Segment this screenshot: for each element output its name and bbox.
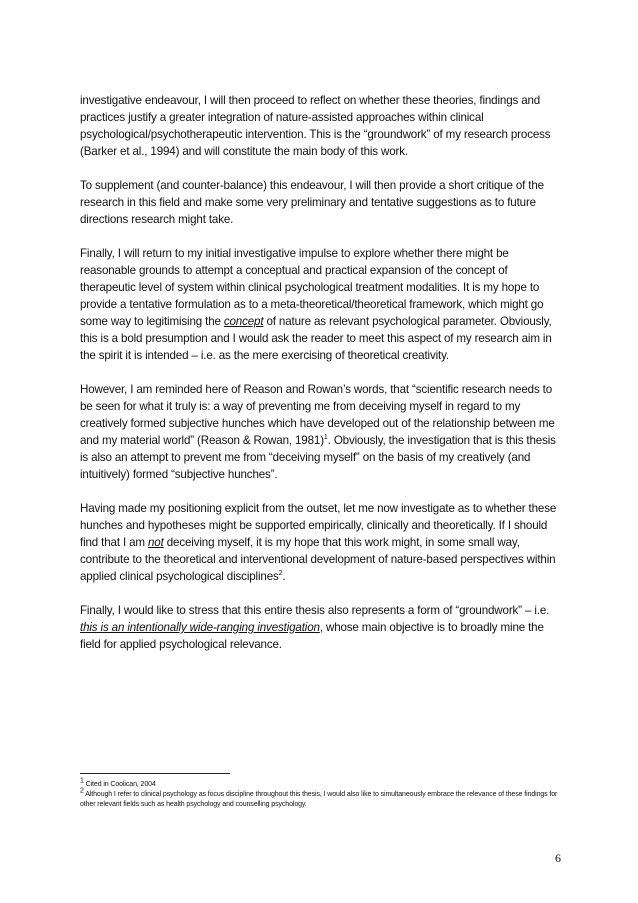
footnote-1: [80, 777, 562, 790]
emphasis-wide-ranging: this is an intentionally wide-ranging investigation: [80, 621, 320, 634]
footnote-2: [80, 787, 562, 810]
paragraph-text: Having made my positioning explicit from the outset, let me now investigate as to whether these hunches and hypotheses might be supported empirically, clinically and theoretically. If I should find that I am: [80, 502, 557, 549]
paragraph-text: .: [282, 570, 286, 583]
paragraph-text: . Obviously, the investigation that is this thesis is also an attempt to prevent me from “deceiving myself” on the basis of my creatively (and intuitively) formed “subjective hunches”.: [80, 434, 556, 481]
paragraph-text: To supplement (and counter-balance) this endeavour, I will then provide a short critique of the research in this field and make some very preliminary and tentative suggestions as to future directions research might take.: [80, 179, 544, 226]
paragraph-text: Finally, I will return to my initial investigative impulse to explore whether there might be reasonable grounds to attempt a conceptual and practical expansion of the concept of therapeutic level of system within clinical psychological treatment modalities. It is my hope to provide a tentative formulation as to a meta-theoretical/theoretical framework, which might go some way to legitimising the: [80, 247, 544, 328]
footnote-text: Cited in Coolican, 2004: [83, 781, 156, 788]
footnote-reference-2: 2: [278, 570, 283, 578]
footnote-reference-1: 1: [323, 434, 328, 442]
page-number: 6: [555, 851, 561, 865]
footnote-separator: [80, 773, 230, 774]
footnote-text: Although I refer to clinical psychology as focus discipline throughout this thesis, I would also like to simultaneously embrace the relevance of these findings for other relevant fields such as health psychology and counselling psychology.: [80, 791, 558, 808]
body-text: [80, 92, 562, 670]
paragraph-text: investigative endeavour, I will then proceed to reflect on whether these theories, findings and practices justify a greater integration of nature-assisted approaches within clinical psychological/psychotherapeutic intervention. This is the “groundwork” of my research process (Barker et al., 1994) and will constitute the main body of this work.: [80, 94, 551, 158]
paragraph-6: [80, 602, 562, 653]
paragraph-text: Finally, I would like to stress that this entire thesis also represents a form of “groundwork” – i.e.: [80, 604, 550, 617]
paragraph-text: of nature as relevant psychological parameter. Obviously, this is a bold presumption and I would ask the reader to meet this aspect of my research aim in the spirit it is intended – i.e. as the mere exercising of theoretical creativity.: [80, 315, 552, 362]
paragraph-4: [80, 381, 562, 483]
paragraph-5: [80, 500, 562, 585]
footnotes: [80, 777, 562, 810]
paragraph-1: [80, 92, 562, 160]
emphasis-concept: concept: [223, 315, 264, 328]
emphasis-not: not: [148, 536, 164, 549]
footnote-marker: 1: [80, 777, 84, 785]
paragraph-text: , whose main objective is to broadly mine the field for applied psychological relevance.: [80, 621, 544, 651]
paragraph-3: [80, 245, 562, 364]
paragraph-text: deceiving myself, it is my hope that this work might, in some small way, contribute to the theoretical and interventional development of nature-based perspectives within applied clinical psychological disciplines: [80, 536, 556, 583]
paragraph-text: However, I am reminded here of Reason and Rowan’s words, that “scientific research needs to be seen for what it truly is: a way of preventing me from deceiving myself in regard to my creatively formed subjective hunches which have developed out of the relationship between me and my material world” (Reason & Rowan, 1981): [80, 383, 555, 447]
paragraph-2: [80, 177, 562, 228]
footnote-marker: 2: [80, 787, 84, 795]
